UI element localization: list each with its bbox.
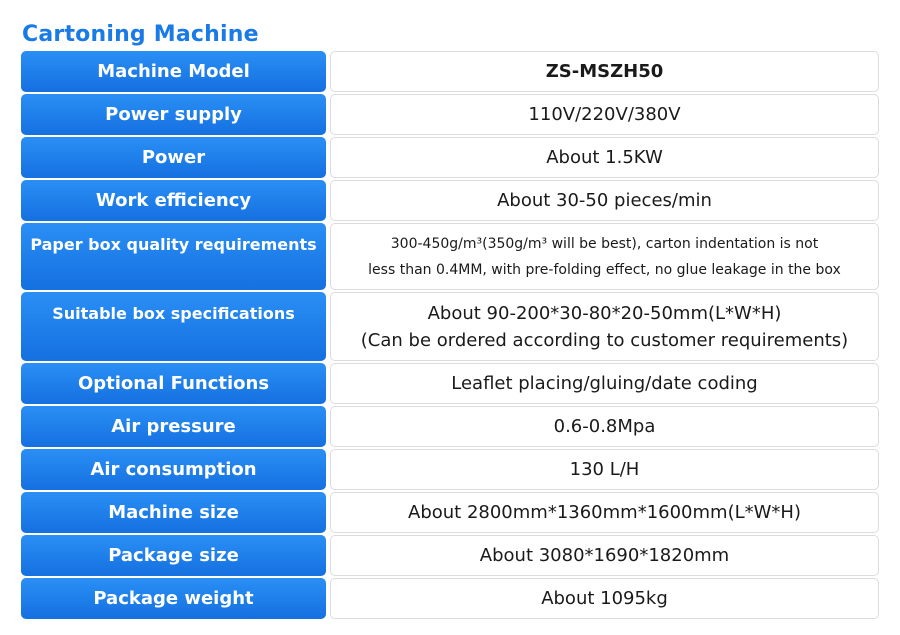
row-value-line: 300-450g/m³(350g/m³ will be best), carton indentation is not [390, 235, 819, 252]
row-value-line: 130 L/H [569, 459, 640, 480]
table-row-optional-functions [21, 363, 879, 404]
row-value [330, 223, 879, 290]
row-label: Package size [21, 535, 326, 576]
row-label: Power supply [21, 94, 326, 135]
row-value-line: 0.6-0.8Mpa [553, 416, 656, 437]
row-value [330, 180, 879, 221]
row-value [330, 94, 879, 135]
table-row-air-consumption [21, 449, 879, 490]
table-row-power [21, 137, 879, 178]
row-value-line: less than 0.4MM, with pre-folding effect, no glue leakage in the box [368, 261, 841, 278]
row-value [330, 578, 879, 619]
row-value [330, 51, 879, 92]
table-row-machine-size [21, 492, 879, 533]
table-row-suitable-box-specifications [21, 292, 879, 361]
row-value [330, 535, 879, 576]
row-value-line: Leaflet placing/gluing/date coding [451, 373, 758, 394]
row-label: Package weight [21, 578, 326, 619]
page-title: Cartoning Machine [22, 22, 259, 47]
table-row-power-supply [21, 94, 879, 135]
table-row-machine-model [21, 51, 879, 92]
row-value-line: About 3080*1690*1820mm [479, 545, 730, 566]
row-value [330, 406, 879, 447]
row-label: Air consumption [21, 449, 326, 490]
row-label: Air pressure [21, 406, 326, 447]
row-label: Machine Model [21, 51, 326, 92]
row-value-line: ZS-MSZH50 [545, 61, 664, 82]
row-label: Work efficiency [21, 180, 326, 221]
table-row-package-size [21, 535, 879, 576]
row-value-line: (Can be ordered according to customer requirements) [360, 329, 849, 351]
table-row-package-weight [21, 578, 879, 619]
table-row-work-efficiency [21, 180, 879, 221]
row-value-line: About 90-200*30-80*20-50mm(L*W*H) [427, 302, 782, 324]
row-value [330, 363, 879, 404]
row-label: Power [21, 137, 326, 178]
table-row-paper-box-quality [21, 223, 879, 290]
row-value-line: About 1.5KW [546, 147, 663, 168]
row-label: Machine size [21, 492, 326, 533]
table-row-air-pressure [21, 406, 879, 447]
row-value-line: About 1095kg [541, 588, 668, 609]
row-value-line: About 2800mm*1360mm*1600mm(L*W*H) [408, 502, 801, 523]
row-value [330, 137, 879, 178]
row-value [330, 449, 879, 490]
row-value [330, 292, 879, 361]
row-value-line: About 30-50 pieces/min [497, 190, 712, 211]
row-label: Paper box quality requirements [21, 223, 326, 290]
row-value [330, 492, 879, 533]
row-label: Suitable box specifications [21, 292, 326, 361]
row-value-line: 110V/220V/380V [528, 104, 681, 125]
row-label: Optional Functions [21, 363, 326, 404]
